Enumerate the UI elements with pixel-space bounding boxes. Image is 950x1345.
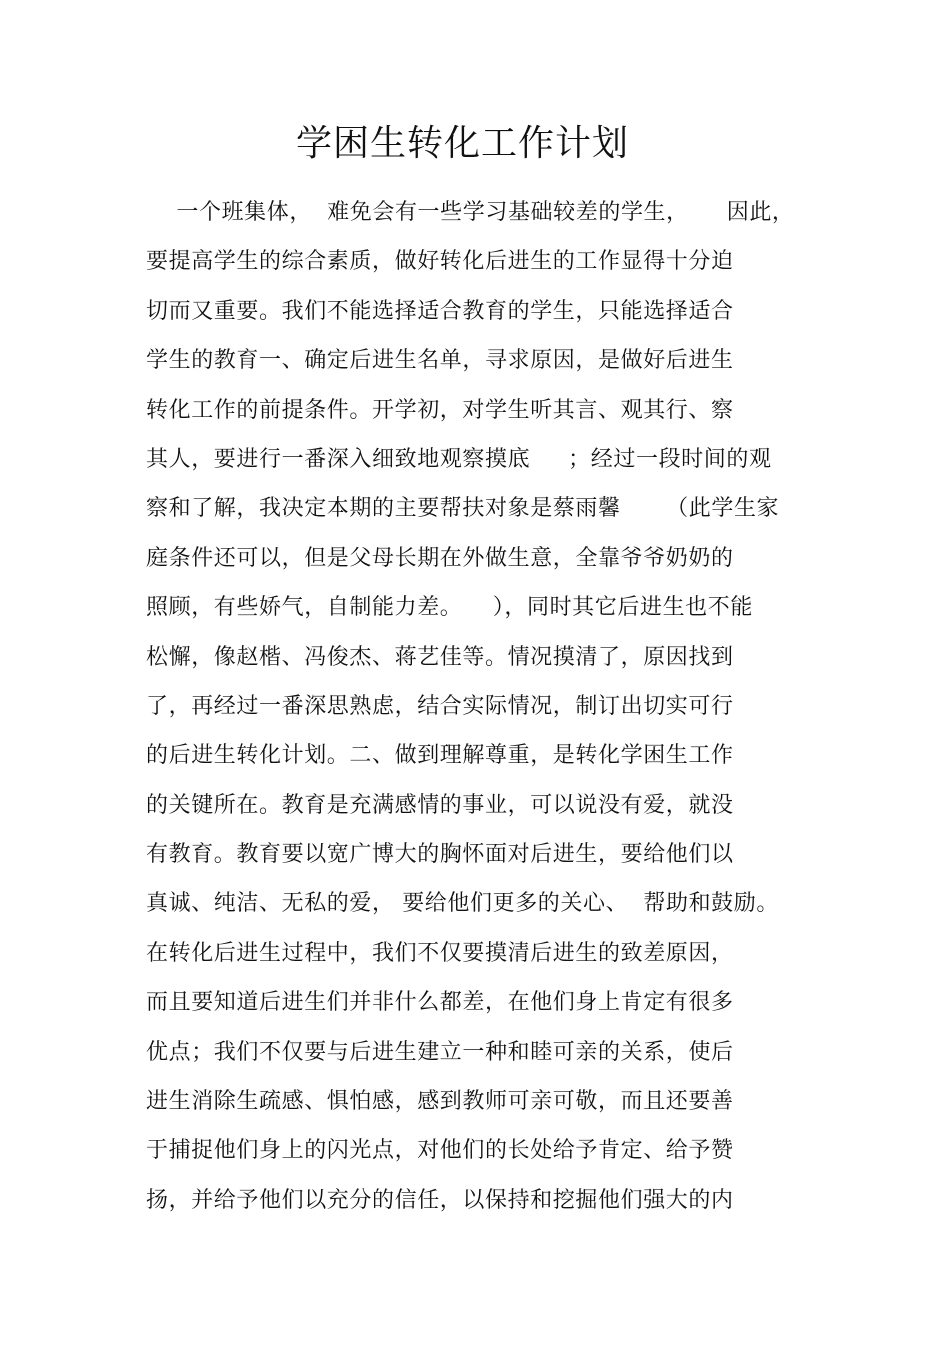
document-title: 学困生转化工作计划 xyxy=(295,123,629,164)
body-line: 而且要知道后进生们并非什么都差，在他们身上肯定有很多 xyxy=(146,990,734,1016)
body-line: 的后进生转化计划。二、做到理解尊重，是转化学困生工作 xyxy=(146,743,734,769)
body-line: 真诚、纯洁、无私的爱， 要给他们更多的关心、 帮助和鼓励。 xyxy=(146,891,779,917)
body-line: 优点；我们不仅要与后进生建立一种和睦可亲的关系，使后 xyxy=(146,1039,734,1065)
body-line: 切而又重要。我们不能选择适合教育的学生，只能选择适合 xyxy=(146,298,734,324)
body-line: 照顾，有些娇气，自制能力差。 ），同时其它后进生也不能 xyxy=(146,595,753,621)
body-line: 庭条件还可以，但是父母长期在外做生意，全靠爷爷奶奶的 xyxy=(146,545,734,571)
body-line: 的关键所在。教育是充满感情的事业，可以说没有爱，就没 xyxy=(146,792,734,818)
document-body xyxy=(146,188,826,1225)
body-line: 转化工作的前提条件。开学初，对学生听其言、观其行、察 xyxy=(146,397,734,423)
body-line: 一个班集体， 难免会有一些学习基础较差的学生， 因此， xyxy=(146,200,795,225)
body-line: 学生的教育一、确定后进生名单，寻求原因，是做好后进生 xyxy=(146,348,734,374)
body-line: 有教育。教育要以宽广博大的胸怀面对后进生，要给他们以 xyxy=(146,842,734,868)
body-line: 在转化后进生过程中，我们不仅要摸清后进生的致差原因， xyxy=(146,940,734,966)
body-line: 察和了解，我决定本期的主要帮扶对象是蔡雨馨 （此学生家 xyxy=(146,496,780,522)
body-line: 要提高学生的综合素质，做好转化后进生的工作显得十分迫 xyxy=(146,249,734,275)
body-line: 于捕捉他们身上的闪光点，对他们的长处给予肯定、给予赞 xyxy=(146,1138,734,1164)
body-line: 松懈，像赵楷、冯俊杰、蒋艺佳等。情况摸清了，原因找到 xyxy=(146,644,734,670)
body-line: 其人，要进行一番深入细致地观察摸底 ；经过一段时间的观 xyxy=(146,446,772,472)
body-line: 扬，并给予他们以充分的信任，以保持和挖掘他们强大的内 xyxy=(146,1187,734,1213)
body-line: 了，再经过一番深思熟虑，结合实际情况，制订出切实可行 xyxy=(146,693,734,719)
body-line: 进生消除生疏感、惧怕感，感到教师可亲可敬，而且还要善 xyxy=(146,1089,734,1115)
